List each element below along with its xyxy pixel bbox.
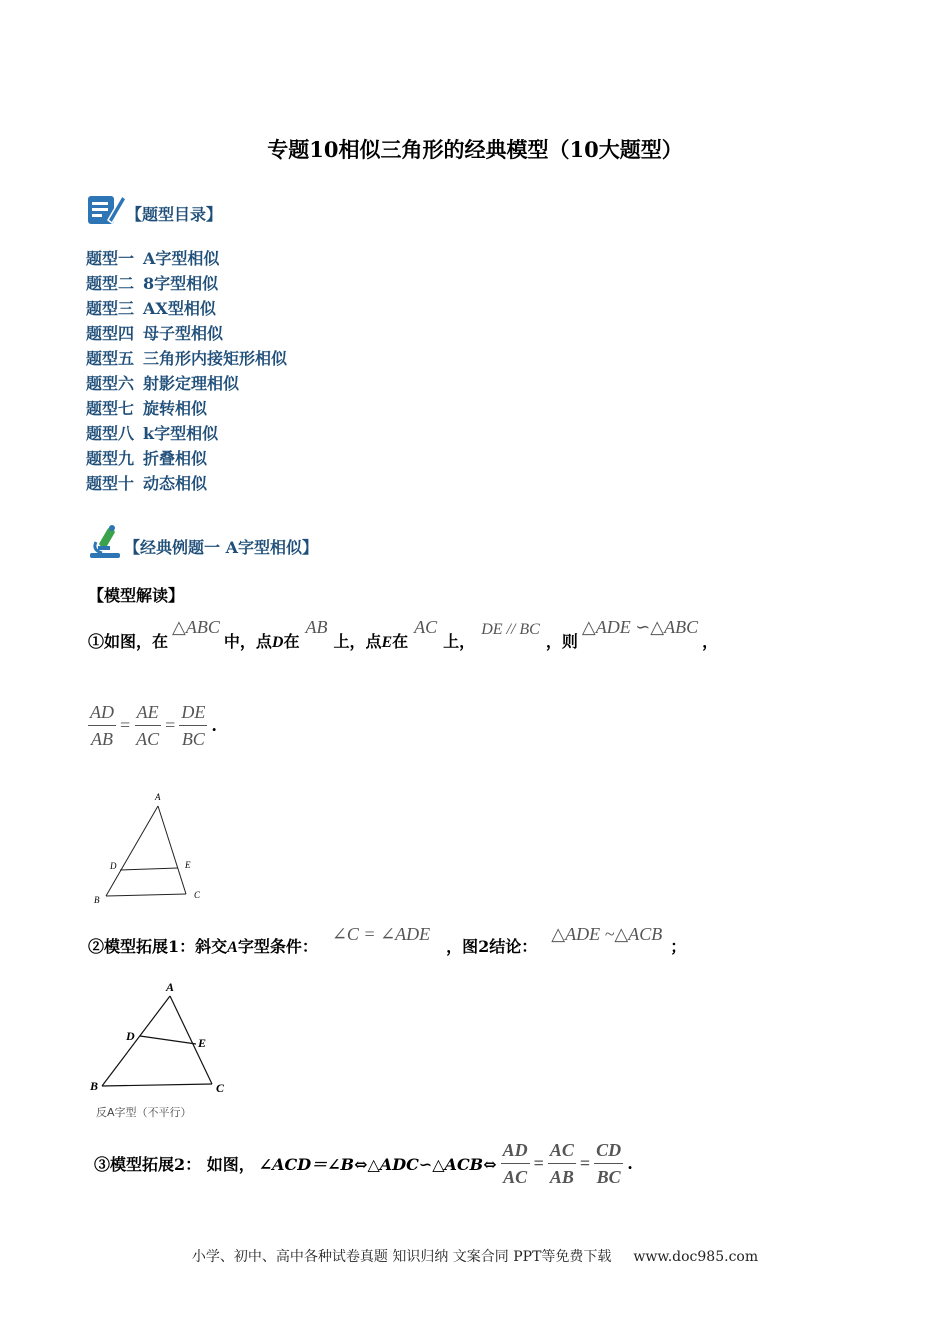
footer-text: 小学、初中、高中各种试卷真题 知识归纳 文案合同 PPT等免费下载 [191,1249,612,1265]
numerator: AD [88,702,116,726]
label-e: E [185,860,191,870]
p1-text: 在 [283,632,300,651]
denominator: AC [503,1167,528,1187]
toc-item-label: 射影定理相似 [143,374,240,393]
point-e: E [381,634,393,651]
figure-2-caption: 反A字型（不平行） [96,1106,192,1119]
numerator: DE [179,702,207,726]
toc-item-label: AX型相似 [143,299,216,318]
microscope-icon [86,522,124,560]
math-angle-condition: ∠C = ∠ADE [331,924,431,944]
period: . [627,1154,633,1173]
toc-item[interactable] [86,346,287,371]
toc-heading: 【题型目录】 [126,205,223,224]
math-de-parallel-bc: DE // BC [481,621,540,638]
equals-sign: = [579,1153,591,1173]
fraction [501,1140,530,1187]
paragraph-1 [88,617,719,652]
label-a: A [155,792,161,802]
toc-item[interactable] [86,246,287,271]
p3-angle-equivalence: ∠ACD＝∠B⇔△ADC∽△ACB⇔ [258,1155,497,1174]
denominator: BC [181,729,205,749]
page-title: 专题10相似三角形的经典模型（10大题型） [267,137,683,162]
toc-item-label: 动态相似 [143,474,208,493]
model-interpretation-heading: 【模型解读】 [88,586,185,605]
numerator: AD [501,1140,530,1164]
toc-item-num: 题型八 [86,424,135,443]
p2-text: 字型条件： [237,937,318,956]
fraction [134,702,161,749]
math-similar-ade-abc: △ADE ∽△ABC [581,617,699,637]
label-e: E [198,1036,207,1050]
figure-2-triangle [86,978,236,1123]
toc-item-label: 母子型相似 [143,324,224,343]
toc-item[interactable] [86,446,287,471]
p2-text: ； [670,937,687,956]
toc-item-num: 题型四 [86,324,135,343]
toc-item[interactable] [86,421,287,446]
label-b: B [94,895,100,905]
math-similar-ade-acb: △ADE ~△ACB [551,924,663,944]
math-ab: AB [305,617,328,637]
p1-text: ，则 [545,632,578,651]
fraction [548,1140,576,1187]
toc-item-num: 题型三 [86,299,135,318]
toc-item-label: 旋转相似 [143,399,208,418]
toc-item[interactable] [86,396,287,421]
toc-item-label: A字型相似 [143,249,220,268]
p1-text: 上，点 [333,632,382,651]
denominator: AC [136,729,160,749]
page-footer [0,1246,950,1266]
toc-item[interactable] [86,271,287,296]
point-d: D [271,634,284,651]
numerator: CD [594,1140,623,1164]
label-a: A [166,980,175,994]
p1-text: 中，点 [223,632,272,651]
label-b: B [90,1079,99,1093]
denominator: AB [91,729,113,749]
toc-item[interactable] [86,371,287,396]
toc-item-num: 题型十 [86,474,135,493]
p3-text: ③模型拓展2： 如图， [94,1155,255,1174]
period: . [211,716,217,735]
paragraph-3 [94,1140,633,1187]
toc-item-num: 题型二 [86,274,135,293]
toc-item-num: 题型一 [86,249,135,268]
p1-text: ①如图，在 [88,632,169,651]
math-ac: AC [414,617,438,637]
toc-item-num: 题型六 [86,374,135,393]
letter-a: A [227,939,238,956]
toc-item-label: 折叠相似 [143,449,208,468]
p1-text: 在 [392,632,409,651]
label-d: D [126,1029,135,1043]
denominator: AB [549,1167,574,1187]
edit-list-icon [86,190,126,230]
fraction [594,1140,623,1187]
toc-item[interactable] [86,296,287,321]
toc-item[interactable] [86,471,287,496]
toc-item-num: 题型九 [86,449,135,468]
fraction [179,702,207,749]
math-triangle-abc: △ABC [172,617,220,637]
equals-sign: = [533,1153,544,1173]
example-heading: 【经典例题一 A字型相似】 [124,538,318,557]
p2-text: ，图2结论： [446,937,538,956]
toc-item-label: 三角形内接矩形相似 [143,349,288,368]
toc-list [86,246,287,496]
denominator: BC [596,1167,621,1187]
numerator: AE [135,702,161,726]
toc-item-num: 题型五 [86,349,135,368]
equals-sign: = [120,715,131,735]
p2-text: ②模型拓展1：斜交 [88,937,228,956]
footer-site-link[interactable]: www.doc985.com [633,1249,759,1265]
label-c: C [216,1081,225,1095]
toc-item-num: 题型七 [86,399,135,418]
label-c: C [194,890,201,900]
p1-text: 上， [443,632,476,651]
numerator: AC [548,1140,576,1164]
paragraph-2 [88,924,687,957]
ratio-equation-1 [88,702,217,749]
toc-item-label: 8字型相似 [143,274,219,293]
toc-item[interactable] [86,321,287,346]
fraction [88,702,116,749]
toc-item-label: k字型相似 [143,424,219,443]
figure-1-triangle [88,790,218,910]
equals-sign: = [165,715,176,735]
label-d: D [110,861,117,871]
p1-text: ， [702,632,719,651]
